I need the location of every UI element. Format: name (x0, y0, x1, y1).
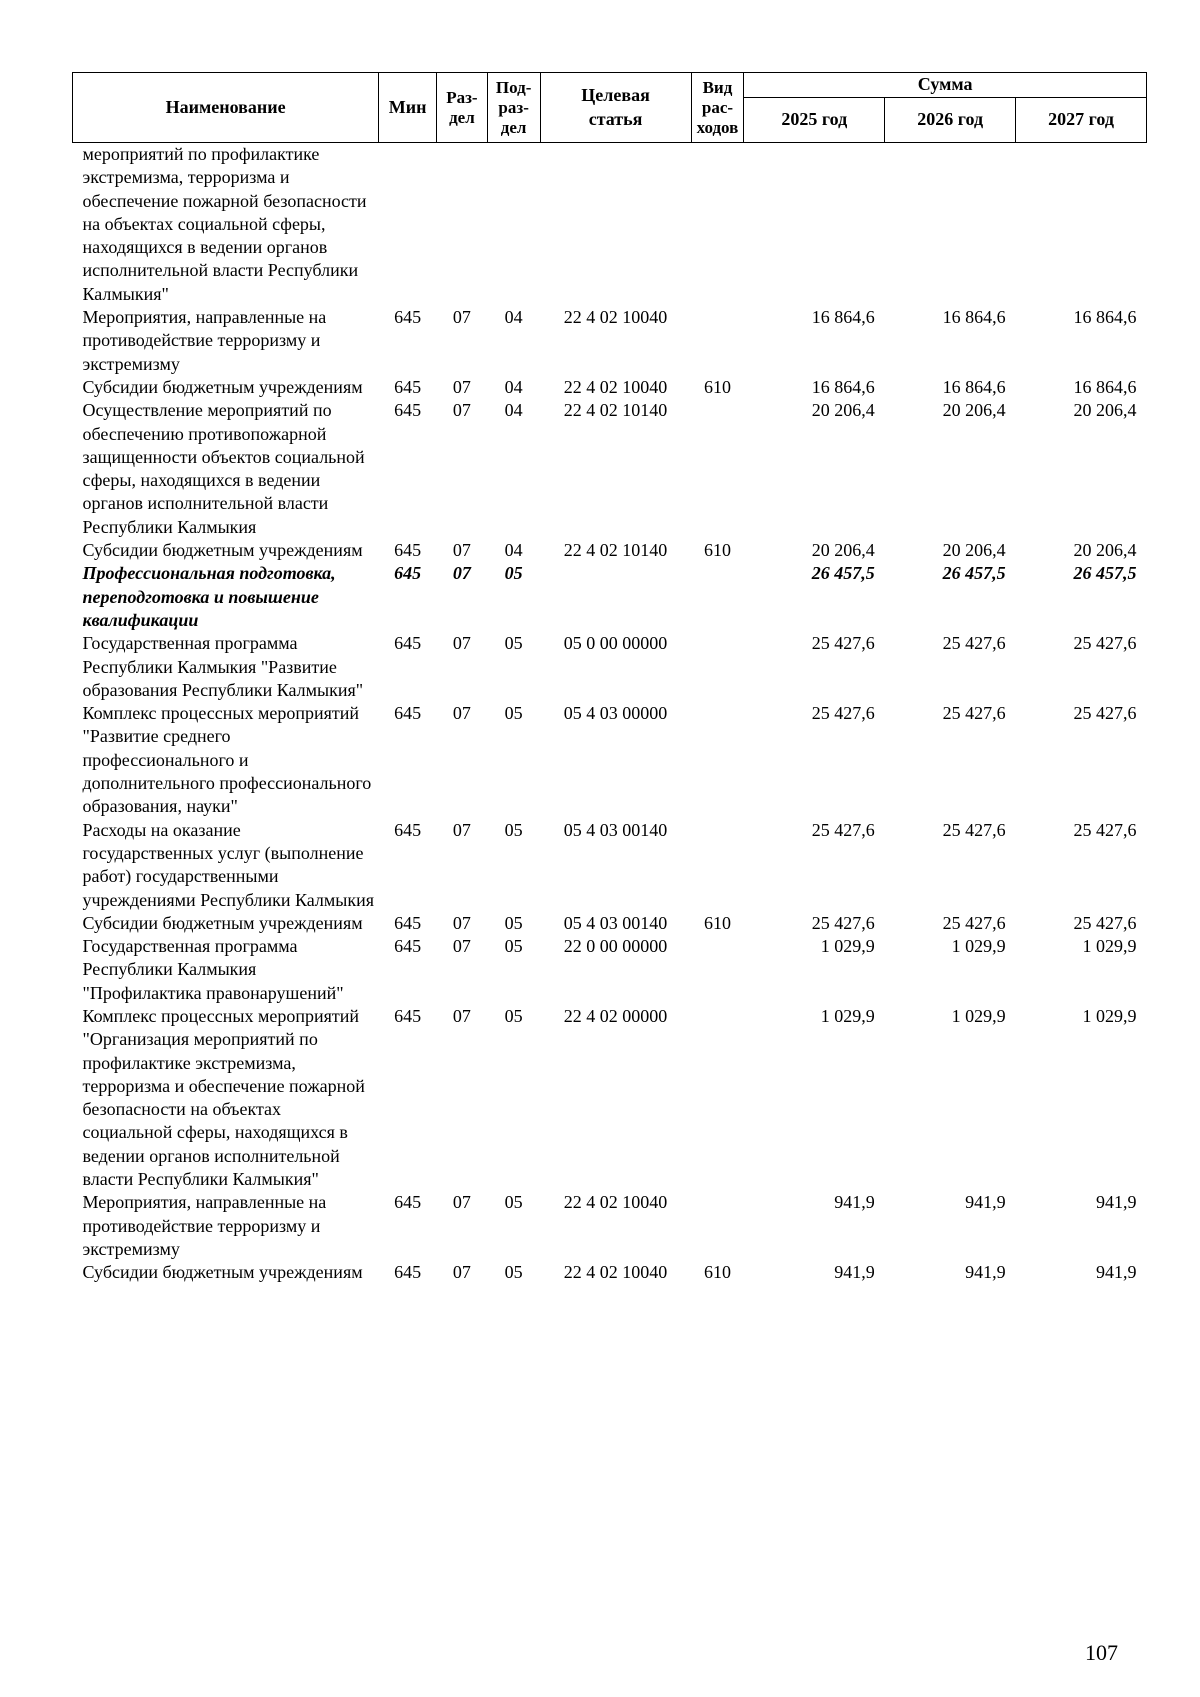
cell-sum-2026: 20 206,4 (942, 540, 1006, 561)
cell-sum-2027 (1016, 143, 1147, 307)
cell-podrazdel: 05 (504, 1192, 523, 1213)
cell-razdel: 07 (452, 1262, 471, 1283)
cell-name: Расходы на оказание государственных услуг (выполнение работ) государственными учреждениями Республики Калмыкия (82, 819, 375, 910)
cell-vid (691, 143, 744, 307)
cell-sum-2027: 25 427,6 (1073, 633, 1137, 654)
cell-sum-2025: 16 864,6 (811, 307, 875, 328)
table-row (73, 376, 1147, 399)
cell-sum-2026: 26 457,5 (942, 563, 1006, 584)
cell-vid: 610 (703, 1262, 731, 1283)
table-row-section (73, 562, 1147, 632)
cell-vid (691, 562, 744, 632)
cell-sum-2027: 941,9 (1096, 1262, 1137, 1283)
cell-podrazdel: 05 (504, 912, 523, 933)
cell-sum-2027: 16 864,6 (1073, 376, 1137, 397)
cell-podrazdel: 04 (504, 307, 523, 328)
table-row (73, 819, 1147, 912)
cell-vid (691, 1005, 744, 1191)
cell-vid: 610 (703, 540, 731, 561)
cell-sum-2026: 25 427,6 (942, 819, 1006, 840)
cell-min: 645 (394, 912, 422, 933)
cell-sum-2026: 941,9 (965, 1262, 1006, 1283)
table-row (73, 399, 1147, 539)
cell-min: 645 (394, 1005, 422, 1026)
cell-vid (691, 1191, 744, 1261)
cell-target: 22 4 02 00000 (563, 1005, 668, 1026)
cell-razdel: 07 (452, 563, 471, 584)
cell-razdel: 07 (452, 819, 471, 840)
cell-target (540, 562, 691, 632)
cell-sum-2025: 1 029,9 (820, 936, 875, 957)
cell-sum-2027: 20 206,4 (1073, 400, 1137, 421)
table-row (73, 632, 1147, 702)
cell-sum-2025: 20 206,4 (811, 540, 875, 561)
cell-target: 22 4 02 10040 (563, 1262, 668, 1283)
cell-target: 22 4 02 10040 (563, 1192, 668, 1213)
cell-target: 22 4 02 10040 (563, 376, 668, 397)
cell-min: 645 (394, 936, 422, 957)
table-row (73, 1005, 1147, 1191)
cell-vid (691, 306, 744, 376)
cell-podrazdel: 05 (504, 819, 523, 840)
cell-name: мероприятий по профилактике экстремизма, терроризма и обеспечение пожарной безопасности на объектах социальной сферы, находящихся в ведении органов исполнительной власти Республики Калмыкия" (82, 144, 367, 304)
cell-name: Мероприятия, направленные на противодействие терроризму и экстремизму (82, 1192, 327, 1259)
cell-sum-2025: 25 427,6 (811, 703, 875, 724)
cell-vid (691, 632, 744, 702)
cell-sum-2027: 25 427,6 (1073, 912, 1137, 933)
cell-razdel: 07 (452, 703, 471, 724)
cell-podrazdel: 05 (504, 1005, 523, 1026)
cell-sum-2027: 1 029,9 (1082, 1005, 1137, 1026)
cell-name: Субсидии бюджетным учреждениям (82, 912, 363, 933)
cell-podrazdel: 04 (504, 540, 523, 561)
cell-target: 05 0 00 00000 (563, 633, 668, 654)
cell-vid: 610 (703, 912, 731, 933)
cell-razdel: 07 (452, 376, 471, 397)
cell-razdel: 07 (452, 307, 471, 328)
cell-min: 645 (394, 1192, 422, 1213)
cell-razdel: 07 (452, 540, 471, 561)
header-sum: Сумма (744, 73, 1147, 98)
cell-sum-2025: 20 206,4 (811, 400, 875, 421)
cell-target: 05 4 03 00140 (563, 912, 668, 933)
header-vid: Вид рас- ходов (691, 73, 744, 143)
cell-name: Субсидии бюджетным учреждениям (82, 1262, 363, 1283)
cell-vid: 610 (703, 376, 731, 397)
header-name: Наименование (73, 73, 379, 143)
cell-sum-2027: 1 029,9 (1082, 936, 1137, 957)
cell-name: Профессиональная подготовка, переподготовка и повышение квалификации (82, 563, 336, 630)
cell-razdel (437, 143, 488, 307)
table-row (73, 702, 1147, 818)
cell-sum-2026: 941,9 (965, 1192, 1006, 1213)
cell-sum-2026: 20 206,4 (942, 400, 1006, 421)
table-row (73, 1191, 1147, 1261)
cell-sum-2025: 941,9 (834, 1192, 875, 1213)
cell-min: 645 (394, 819, 422, 840)
cell-name: Мероприятия, направленные на противодействие терроризму и экстремизму (82, 307, 327, 374)
cell-podrazdel: 04 (504, 400, 523, 421)
cell-sum-2026: 1 029,9 (951, 936, 1006, 957)
cell-min: 645 (394, 1262, 422, 1283)
header-podrazdel: Под- раз- дел (487, 73, 540, 143)
cell-target: 05 4 03 00000 (563, 703, 668, 724)
cell-podrazdel: 04 (504, 376, 523, 397)
cell-razdel: 07 (452, 400, 471, 421)
header-year-2025: 2025 год (744, 98, 885, 143)
cell-sum-2026: 25 427,6 (942, 912, 1006, 933)
cell-sum-2025: 25 427,6 (811, 819, 875, 840)
cell-vid (691, 819, 744, 912)
header-razdel: Раз- дел (437, 73, 488, 143)
cell-min: 645 (394, 703, 422, 724)
table-row (73, 539, 1147, 562)
cell-min (379, 143, 437, 307)
cell-podrazdel: 05 (504, 703, 523, 724)
cell-target: 05 4 03 00140 (563, 819, 668, 840)
cell-target: 22 4 02 10140 (563, 400, 668, 421)
cell-sum-2027: 20 206,4 (1073, 540, 1137, 561)
cell-name: Субсидии бюджетным учреждениям (82, 376, 363, 397)
table-row (73, 935, 1147, 1005)
cell-target (540, 143, 691, 307)
cell-razdel: 07 (452, 1192, 471, 1213)
cell-sum-2025: 26 457,5 (811, 563, 875, 584)
cell-name: Комплекс процессных мероприятий "Развитие среднего профессионального и дополнительного профессионального образования, науки" (82, 703, 372, 817)
cell-sum-2025 (744, 143, 885, 307)
cell-sum-2027: 25 427,6 (1073, 819, 1137, 840)
cell-target: 22 4 02 10140 (563, 540, 668, 561)
cell-vid (691, 702, 744, 818)
cell-podrazdel: 05 (504, 563, 523, 584)
header-target: Целевая статья (540, 73, 691, 143)
cell-sum-2027: 16 864,6 (1073, 307, 1137, 328)
cell-sum-2026: 16 864,6 (942, 307, 1006, 328)
table-row (73, 306, 1147, 376)
cell-sum-2025: 1 029,9 (820, 1005, 875, 1026)
cell-razdel: 07 (452, 912, 471, 933)
cell-min: 645 (394, 400, 422, 421)
cell-sum-2027: 26 457,5 (1073, 563, 1137, 584)
cell-podrazdel (487, 143, 540, 307)
cell-vid (691, 399, 744, 539)
cell-sum-2026 (885, 143, 1016, 307)
cell-razdel: 07 (452, 1005, 471, 1026)
cell-sum-2027: 941,9 (1096, 1192, 1137, 1213)
cell-razdel: 07 (452, 633, 471, 654)
cell-podrazdel: 05 (504, 1262, 523, 1283)
cell-sum-2025: 941,9 (834, 1262, 875, 1283)
cell-sum-2026: 25 427,6 (942, 703, 1006, 724)
cell-sum-2025: 25 427,6 (811, 912, 875, 933)
budget-table (72, 72, 1147, 1285)
table-row (73, 912, 1147, 935)
cell-target: 22 0 00 00000 (563, 936, 668, 957)
cell-min: 645 (394, 563, 422, 584)
cell-name: Осуществление мероприятий по обеспечению противопожарной защищенности объектов социальной сферы, находящихся в ведении органов исполнительной власти Республики Калмыкия (82, 400, 365, 537)
header-year-2026: 2026 год (885, 98, 1016, 143)
table-header (73, 73, 1147, 143)
cell-sum-2025: 25 427,6 (811, 633, 875, 654)
cell-sum-2027: 25 427,6 (1073, 703, 1137, 724)
cell-sum-2025: 16 864,6 (811, 376, 875, 397)
cell-min: 645 (394, 376, 422, 397)
cell-vid (691, 935, 744, 1005)
table-row (73, 1261, 1147, 1284)
table-body (73, 143, 1147, 1285)
cell-sum-2026: 1 029,9 (951, 1005, 1006, 1026)
cell-sum-2026: 16 864,6 (942, 376, 1006, 397)
cell-name: Субсидии бюджетным учреждениям (82, 540, 363, 561)
cell-podrazdel: 05 (504, 633, 523, 654)
cell-podrazdel: 05 (504, 936, 523, 957)
cell-target: 22 4 02 10040 (563, 307, 668, 328)
header-year-2027: 2027 год (1016, 98, 1147, 143)
cell-name: Государственная программа Республики Калмыкия "Развитие образования Республики Калмыкия" (82, 633, 364, 700)
cell-name: Комплекс процессных мероприятий "Организация мероприятий по профилактике экстремизма, терроризма и обеспечение пожарной безопасности на объектах социальной сферы, находящихся в ведении органов исполнительной власти Республики Калмыкия" (82, 1005, 365, 1190)
cell-name: Государственная программа Республики Калмыкия "Профилактика правонарушений" (82, 936, 344, 1003)
cell-min: 645 (394, 307, 422, 328)
table-row (73, 143, 1147, 307)
cell-min: 645 (394, 633, 422, 654)
header-min: Мин (379, 73, 437, 143)
cell-min: 645 (394, 540, 422, 561)
cell-razdel: 07 (452, 936, 471, 957)
page-number: 107 (1085, 1640, 1118, 1665)
cell-sum-2026: 25 427,6 (942, 633, 1006, 654)
